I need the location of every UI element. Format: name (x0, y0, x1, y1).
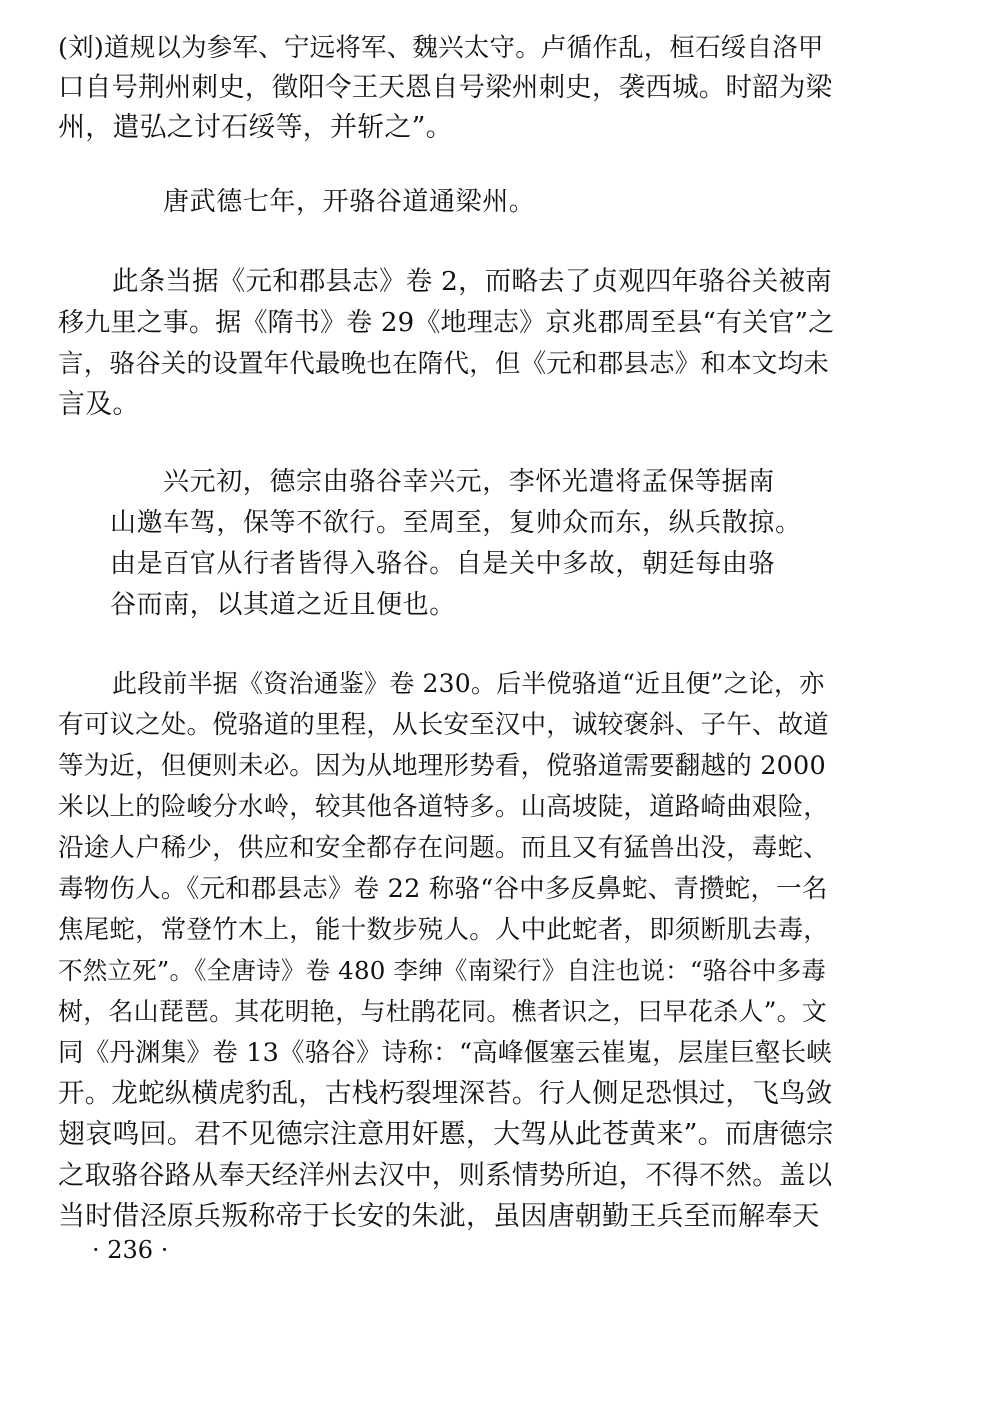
quote2-line-3: 由是百官从行者皆得入骆谷。自是关中多故，朝廷每由骆 (110, 549, 776, 579)
para2-line-6: 毒物伤人。《元和郡县志》卷 22 称骆“谷中多反鼻蛇、青攒蛇，一名 (58, 874, 828, 904)
para2-line-11: 开。龙蛇纵横虎豹乱，古栈朽裂埋深苔。行人侧足恐惧过，飞鸟敛 (58, 1078, 833, 1109)
para2-line-1: 此段前半据《资治通鉴》卷 230。后半傥骆道“近且便”之论，亦 (112, 669, 825, 698)
para2-line-3: 等为近，但便则未必。因为从地理形势看，傥骆道需要翻越的 2000 (58, 751, 826, 781)
intro-line-3: 州，遣弘之讨石绥等，并斩之”。 (58, 112, 453, 143)
intro-line-2: 口自号荆州刺史，徵阳令王天恩自号梁州刺史，袭西城。时韶为梁 (58, 72, 833, 103)
para2-line-13: 之取骆谷路从奉天经洋州去汉中，则系情势所迫，不得不然。盖以 (58, 1160, 833, 1191)
para2-line-4: 米以上的险峻分水岭，较其他各道特多。山高坡陡，道路崎曲艰险， (58, 792, 830, 822)
intro-line-1: (刘)道规以为参军、宁远将军、魏兴太守。卢循作乱，桓石绥自洛甲 (58, 33, 824, 63)
para2-line-8: 不然立死”。《全唐诗》卷 480 李绅《南梁行》自注也说：“骆谷中多毒 (58, 956, 827, 985)
para2-line-9: 树，名山琵琶。其花明艳，与杜鹃花同。樵者识之，曰早花杀人”。文 (58, 997, 827, 1026)
quote-1: 唐武德七年，开骆谷道通梁州。 (163, 187, 536, 217)
para2-line-7: 焦尾蛇，常登竹木上，能十数步殑人。人中此蛇者，即须断肌去毒， (58, 915, 830, 945)
quote2-line-1: 兴元初，德宗由骆谷幸兴元，李怀光遣将孟保等据南 (163, 467, 775, 497)
para1-line-2: 移九里之事。据《隋书》卷 29《地理志》京兆郡周至县“有关官”之 (58, 308, 835, 338)
para2-line-5: 沿途人户稀少，供应和安全都存在问题。而且又有猛兽出没，毒蛇、 (58, 833, 830, 863)
quote2-line-4: 谷而南，以其道之近且便也。 (110, 590, 456, 620)
para1-line-4: 言及。 (58, 389, 140, 420)
para2-line-12: 翅哀鸣回。君不见德宗注意用奸慝，大驾从此苍黄来”。而唐德宗 (58, 1119, 834, 1150)
para2-line-14: 当时借泾原兵叛称帝于长安的朱泚，虽因唐朝勤王兵至而解奉天 (58, 1201, 820, 1232)
para2-line-2: 有可议之处。傥骆道的里程，从长安至汉中，诚较褒斜、子午、故道 (58, 710, 830, 740)
para1-line-1: 此条当据《元和郡县志》卷 2，而略去了贞观四年骆谷关被南 (112, 266, 832, 297)
para2-line-10: 同《丹渊集》卷 13《骆谷》诗称：“高峰偃塞云崔嵬，层崖巨壑长峡 (58, 1038, 832, 1068)
page-number: · 236 · (92, 1236, 169, 1264)
quote2-line-2: 山邀车驾，保等不欲行。至周至，复帅众而东，纵兵散掠。 (110, 508, 802, 538)
para1-line-3: 言，骆谷关的设置年代最晚也在隋代，但《元和郡县志》和本文均未 (58, 349, 830, 379)
